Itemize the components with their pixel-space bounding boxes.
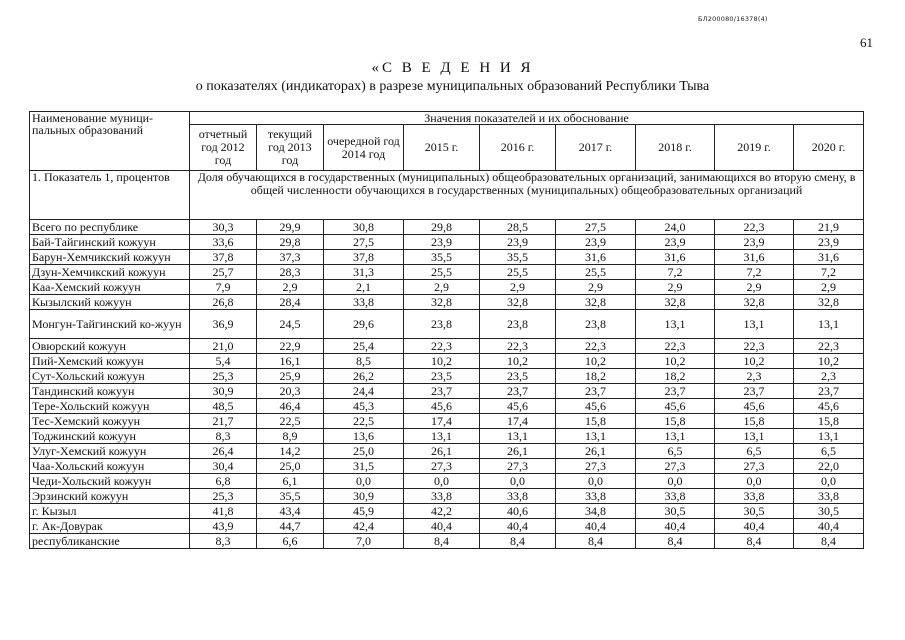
value-cell: 36,9 xyxy=(190,310,257,339)
value-cell: 23,8 xyxy=(480,310,556,339)
table-row xyxy=(30,489,864,504)
value-cell: 24,5 xyxy=(257,310,324,339)
value-cell: 22,3 xyxy=(715,339,794,354)
value-cell: 30,8 xyxy=(324,220,404,235)
value-cell: 30,5 xyxy=(636,504,715,519)
value-cell: 2,9 xyxy=(556,280,636,295)
value-cell: 16,1 xyxy=(257,354,324,369)
value-cell: 2,1 xyxy=(324,280,404,295)
value-cell: 33,8 xyxy=(324,295,404,310)
table-row xyxy=(30,310,864,339)
value-cell: 32,8 xyxy=(636,295,715,310)
values-group-header: Значения показателей и их обоснование xyxy=(190,112,864,125)
value-cell: 28,3 xyxy=(257,265,324,280)
municipality-name: Всего по республике xyxy=(30,220,190,235)
value-cell: 26,8 xyxy=(190,295,257,310)
value-cell: 40,6 xyxy=(480,504,556,519)
municipality-name: Тес-Хемский кожуун xyxy=(30,414,190,429)
municipality-name: Тандинский кожуун xyxy=(30,384,190,399)
value-cell: 33,8 xyxy=(556,489,636,504)
value-cell: 31,6 xyxy=(556,250,636,265)
value-cell: 13,1 xyxy=(404,429,480,444)
table-row xyxy=(30,429,864,444)
value-cell: 29,6 xyxy=(324,310,404,339)
value-cell: 0,0 xyxy=(715,474,794,489)
value-cell: 35,5 xyxy=(257,489,324,504)
value-cell: 33,8 xyxy=(636,489,715,504)
value-cell: 25,3 xyxy=(190,369,257,384)
table-row xyxy=(30,220,864,235)
value-cell: 21,9 xyxy=(794,220,864,235)
name-column-header: Наименование муници-пальных образований xyxy=(30,112,190,171)
table-row xyxy=(30,339,864,354)
value-cell: 2,9 xyxy=(404,280,480,295)
table-row xyxy=(30,265,864,280)
table-row xyxy=(30,369,864,384)
column-header: 2020 г. xyxy=(794,125,864,171)
municipality-name: Овюрский кожуун xyxy=(30,339,190,354)
value-cell: 25,7 xyxy=(190,265,257,280)
table-row xyxy=(30,414,864,429)
municipality-name: Чаа-Хольский кожуун xyxy=(30,459,190,474)
municipality-name: Каа-Хемский кожуун xyxy=(30,280,190,295)
table-row xyxy=(30,534,864,549)
value-cell: 45,6 xyxy=(794,399,864,414)
value-cell: 46,4 xyxy=(257,399,324,414)
value-cell: 26,1 xyxy=(404,444,480,459)
table-row xyxy=(30,384,864,399)
value-cell: 32,8 xyxy=(404,295,480,310)
value-cell: 33,6 xyxy=(190,235,257,250)
value-cell: 23,9 xyxy=(636,235,715,250)
value-cell: 6,8 xyxy=(190,474,257,489)
value-cell: 22,3 xyxy=(404,339,480,354)
value-cell: 37,8 xyxy=(324,250,404,265)
value-cell: 23,8 xyxy=(556,310,636,339)
document-subtitle: о показателях (индикаторах) в разрезе муниципальных образований Республики Тыва xyxy=(195,79,710,94)
value-cell: 10,2 xyxy=(480,354,556,369)
value-cell: 33,8 xyxy=(404,489,480,504)
value-cell: 2,3 xyxy=(794,369,864,384)
value-cell: 48,5 xyxy=(190,399,257,414)
value-cell: 2,9 xyxy=(257,280,324,295)
value-cell: 41,8 xyxy=(190,504,257,519)
value-cell: 22,3 xyxy=(556,339,636,354)
value-cell: 13,1 xyxy=(715,429,794,444)
value-cell: 28,4 xyxy=(257,295,324,310)
column-header: 2019 г. xyxy=(715,125,794,171)
value-cell: 22,5 xyxy=(257,414,324,429)
value-cell: 26,1 xyxy=(480,444,556,459)
value-cell: 8,9 xyxy=(257,429,324,444)
value-cell: 23,9 xyxy=(556,235,636,250)
table-row xyxy=(30,354,864,369)
value-cell: 42,4 xyxy=(324,519,404,534)
value-cell: 27,5 xyxy=(324,235,404,250)
value-cell: 10,2 xyxy=(636,354,715,369)
value-cell: 15,8 xyxy=(556,414,636,429)
value-cell: 7,2 xyxy=(636,265,715,280)
value-cell: 40,4 xyxy=(480,519,556,534)
value-cell: 13,1 xyxy=(636,429,715,444)
value-cell: 44,7 xyxy=(257,519,324,534)
value-cell: 34,8 xyxy=(556,504,636,519)
value-cell: 8,4 xyxy=(556,534,636,549)
value-cell: 23,7 xyxy=(715,384,794,399)
indicator-label: 1. Показатель 1, процентов xyxy=(30,171,190,220)
value-cell: 28,5 xyxy=(480,220,556,235)
value-cell: 32,8 xyxy=(556,295,636,310)
value-cell: 6,6 xyxy=(257,534,324,549)
value-cell: 25,5 xyxy=(480,265,556,280)
value-cell: 0,0 xyxy=(556,474,636,489)
value-cell: 8,3 xyxy=(190,534,257,549)
value-cell: 23,7 xyxy=(480,384,556,399)
value-cell: 26,4 xyxy=(190,444,257,459)
value-cell: 22,0 xyxy=(794,459,864,474)
value-cell: 7,0 xyxy=(324,534,404,549)
value-cell: 0,0 xyxy=(794,474,864,489)
value-cell: 35,5 xyxy=(480,250,556,265)
value-cell: 25,4 xyxy=(324,339,404,354)
value-cell: 23,5 xyxy=(404,369,480,384)
value-cell: 45,3 xyxy=(324,399,404,414)
value-cell: 6,5 xyxy=(715,444,794,459)
municipality-name: Чеди-Хольский кожуун xyxy=(30,474,190,489)
value-cell: 27,3 xyxy=(556,459,636,474)
value-cell: 2,9 xyxy=(715,280,794,295)
value-cell: 10,2 xyxy=(556,354,636,369)
value-cell: 45,6 xyxy=(480,399,556,414)
table-row xyxy=(30,519,864,534)
value-cell: 14,2 xyxy=(257,444,324,459)
municipality-name: Сут-Хольский кожуун xyxy=(30,369,190,384)
value-cell: 35,5 xyxy=(404,250,480,265)
indicator-description: Доля обучающихся в государственных (муниципальных) общеобразовательных организаций, занимающихся во вторую смену, в общей численности обучающихся в государственных (муниципальных) общеобразовательных организаций xyxy=(190,171,864,220)
value-cell: 31,5 xyxy=(324,459,404,474)
value-cell: 20,3 xyxy=(257,384,324,399)
indicators-table xyxy=(29,111,864,549)
value-cell: 43,9 xyxy=(190,519,257,534)
value-cell: 33,8 xyxy=(480,489,556,504)
value-cell: 29,9 xyxy=(257,220,324,235)
value-cell: 13,1 xyxy=(556,429,636,444)
value-cell: 25,3 xyxy=(190,489,257,504)
value-cell: 27,3 xyxy=(404,459,480,474)
value-cell: 27,3 xyxy=(636,459,715,474)
value-cell: 7,2 xyxy=(794,265,864,280)
value-cell: 23,7 xyxy=(794,384,864,399)
value-cell: 40,4 xyxy=(794,519,864,534)
value-cell: 6,5 xyxy=(794,444,864,459)
value-cell: 37,3 xyxy=(257,250,324,265)
value-cell: 23,8 xyxy=(404,310,480,339)
value-cell: 43,4 xyxy=(257,504,324,519)
value-cell: 22,9 xyxy=(257,339,324,354)
value-cell: 24,4 xyxy=(324,384,404,399)
column-header: 2015 г. xyxy=(404,125,480,171)
column-header: 2018 г. xyxy=(636,125,715,171)
value-cell: 22,3 xyxy=(794,339,864,354)
value-cell: 8,4 xyxy=(404,534,480,549)
value-cell: 8,4 xyxy=(480,534,556,549)
value-cell: 8,4 xyxy=(794,534,864,549)
indicator-row xyxy=(30,171,864,220)
value-cell: 32,8 xyxy=(794,295,864,310)
municipality-name: Улуг-Хемский кожуун xyxy=(30,444,190,459)
value-cell: 8,4 xyxy=(715,534,794,549)
value-cell: 13,6 xyxy=(324,429,404,444)
value-cell: 42,2 xyxy=(404,504,480,519)
value-cell: 30,4 xyxy=(190,459,257,474)
value-cell: 22,3 xyxy=(480,339,556,354)
value-cell: 30,3 xyxy=(190,220,257,235)
value-cell: 45,6 xyxy=(404,399,480,414)
value-cell: 45,6 xyxy=(715,399,794,414)
value-cell: 10,2 xyxy=(794,354,864,369)
value-cell: 24,0 xyxy=(636,220,715,235)
table-row xyxy=(30,235,864,250)
value-cell: 45,6 xyxy=(556,399,636,414)
table-row xyxy=(30,504,864,519)
value-cell: 29,8 xyxy=(404,220,480,235)
value-cell: 6,1 xyxy=(257,474,324,489)
value-cell: 30,9 xyxy=(190,384,257,399)
value-cell: 31,3 xyxy=(324,265,404,280)
value-cell: 8,5 xyxy=(324,354,404,369)
value-cell: 0,0 xyxy=(480,474,556,489)
value-cell: 18,2 xyxy=(636,369,715,384)
value-cell: 40,4 xyxy=(715,519,794,534)
value-cell: 40,4 xyxy=(636,519,715,534)
value-cell: 15,8 xyxy=(715,414,794,429)
value-cell: 23,9 xyxy=(794,235,864,250)
value-cell: 25,5 xyxy=(404,265,480,280)
value-cell: 25,9 xyxy=(257,369,324,384)
value-cell: 2,9 xyxy=(636,280,715,295)
value-cell: 13,1 xyxy=(636,310,715,339)
value-cell: 13,1 xyxy=(715,310,794,339)
value-cell: 0,0 xyxy=(404,474,480,489)
column-header: текущий год 2013 год xyxy=(257,125,324,171)
value-cell: 27,3 xyxy=(715,459,794,474)
value-cell: 23,9 xyxy=(480,235,556,250)
value-cell: 29,8 xyxy=(257,235,324,250)
value-cell: 30,5 xyxy=(794,504,864,519)
municipality-name: Пий-Хемский кожуун xyxy=(30,354,190,369)
value-cell: 23,7 xyxy=(404,384,480,399)
value-cell: 25,5 xyxy=(556,265,636,280)
table-row xyxy=(30,295,864,310)
table-header xyxy=(30,112,864,171)
table-row xyxy=(30,444,864,459)
value-cell: 6,5 xyxy=(636,444,715,459)
value-cell: 13,1 xyxy=(794,429,864,444)
table-row xyxy=(30,399,864,414)
value-cell: 33,8 xyxy=(715,489,794,504)
table-row xyxy=(30,474,864,489)
value-cell: 2,3 xyxy=(715,369,794,384)
municipality-name: Тоджинский кожуун xyxy=(30,429,190,444)
value-cell: 27,3 xyxy=(480,459,556,474)
table-row xyxy=(30,280,864,295)
value-cell: 2,9 xyxy=(794,280,864,295)
value-cell: 21,0 xyxy=(190,339,257,354)
value-cell: 26,2 xyxy=(324,369,404,384)
value-cell: 40,4 xyxy=(404,519,480,534)
value-cell: 10,2 xyxy=(715,354,794,369)
value-cell: 25,0 xyxy=(324,444,404,459)
municipality-name: Кызылский кожуун xyxy=(30,295,190,310)
column-header: 2016 г. xyxy=(480,125,556,171)
value-cell: 25,0 xyxy=(257,459,324,474)
municipality-name: Барун-Хемчикский кожуун xyxy=(30,250,190,265)
document-id: БЛ200080/16378(4) xyxy=(698,15,768,23)
table-row xyxy=(30,459,864,474)
value-cell: 30,5 xyxy=(715,504,794,519)
municipality-name: Бай-Тайгинский кожуун xyxy=(30,235,190,250)
value-cell: 7,2 xyxy=(715,265,794,280)
value-cell: 18,2 xyxy=(556,369,636,384)
value-cell: 22,3 xyxy=(715,220,794,235)
column-header: отчетный год 2012 год xyxy=(190,125,257,171)
column-header: очередной год 2014 год xyxy=(324,125,404,171)
value-cell: 2,9 xyxy=(480,280,556,295)
value-cell: 37,8 xyxy=(190,250,257,265)
value-cell: 5,4 xyxy=(190,354,257,369)
value-cell: 21,7 xyxy=(190,414,257,429)
value-cell: 27,5 xyxy=(556,220,636,235)
value-cell: 32,8 xyxy=(715,295,794,310)
value-cell: 22,5 xyxy=(324,414,404,429)
value-cell: 31,6 xyxy=(794,250,864,265)
page-number: 61 xyxy=(860,35,873,50)
value-cell: 32,8 xyxy=(480,295,556,310)
value-cell: 17,4 xyxy=(480,414,556,429)
municipality-name: Эрзинский кожуун xyxy=(30,489,190,504)
municipality-name: Тере-Хольский кожуун xyxy=(30,399,190,414)
value-cell: 23,7 xyxy=(556,384,636,399)
value-cell: 8,4 xyxy=(636,534,715,549)
value-cell: 31,6 xyxy=(715,250,794,265)
value-cell: 23,9 xyxy=(404,235,480,250)
municipality-name: республиканские xyxy=(30,534,190,549)
municipality-name: Дзун-Хемчикский кожуун xyxy=(30,265,190,280)
value-cell: 23,5 xyxy=(480,369,556,384)
value-cell: 30,9 xyxy=(324,489,404,504)
value-cell: 10,2 xyxy=(404,354,480,369)
value-cell: 8,3 xyxy=(190,429,257,444)
table-row xyxy=(30,250,864,265)
column-header: 2017 г. xyxy=(556,125,636,171)
value-cell: 17,4 xyxy=(404,414,480,429)
value-cell: 15,8 xyxy=(794,414,864,429)
value-cell: 26,1 xyxy=(556,444,636,459)
value-cell: 22,3 xyxy=(636,339,715,354)
value-cell: 45,6 xyxy=(636,399,715,414)
municipality-name: г. Ак-Довурак xyxy=(30,519,190,534)
value-cell: 0,0 xyxy=(636,474,715,489)
table-body xyxy=(30,171,864,549)
municipality-name: Монгун-Тайгинский ко-жуун xyxy=(30,310,190,339)
value-cell: 33,8 xyxy=(794,489,864,504)
value-cell: 7,9 xyxy=(190,280,257,295)
value-cell: 13,1 xyxy=(794,310,864,339)
municipality-name: г. Кызыл xyxy=(30,504,190,519)
value-cell: 40,4 xyxy=(556,519,636,534)
value-cell: 0,0 xyxy=(324,474,404,489)
value-cell: 23,7 xyxy=(636,384,715,399)
document-title: «С В Е Д Е Н И Я xyxy=(371,60,534,76)
value-cell: 45,9 xyxy=(324,504,404,519)
value-cell: 15,8 xyxy=(636,414,715,429)
value-cell: 23,9 xyxy=(715,235,794,250)
value-cell: 31,6 xyxy=(636,250,715,265)
value-cell: 13,1 xyxy=(480,429,556,444)
